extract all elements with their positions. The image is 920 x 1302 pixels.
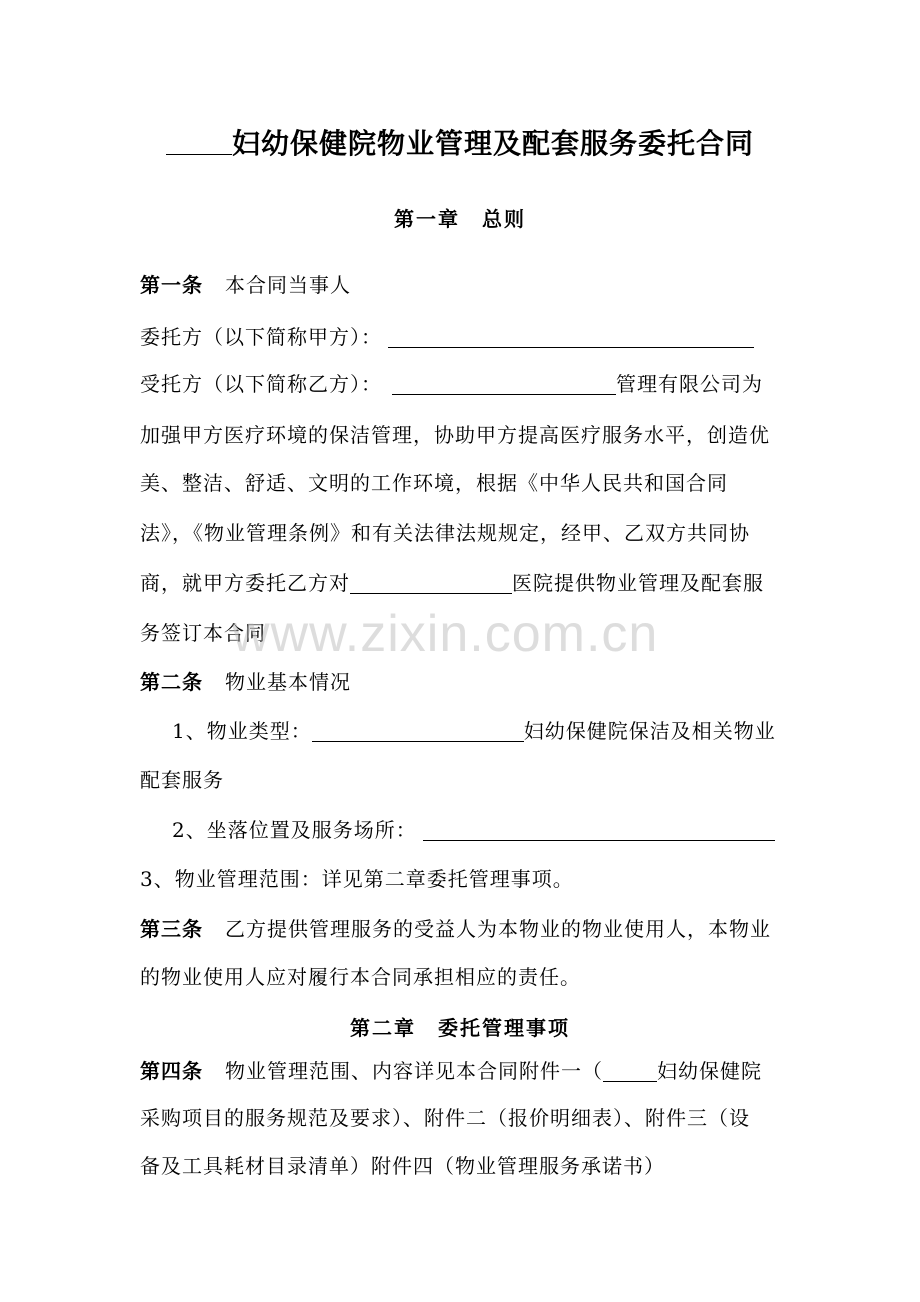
party-b-suffix: 管理有限公司为 [616, 372, 763, 396]
para-line [140, 568, 764, 598]
party-a-line [140, 322, 754, 352]
party-a-blank [388, 325, 754, 348]
property-type-blank [312, 719, 524, 742]
article-label: 第二条 [140, 670, 203, 694]
article-text: 物业管理范围、内容详见本合同附件一（ [225, 1059, 603, 1083]
item-2-label: 2、坐落位置及服务场所： [172, 818, 417, 842]
para-line: 美、整洁、舒适、文明的工作环境，根据《中华人民共和国合同 [140, 471, 728, 495]
item-1-continued: 配套服务 [140, 768, 224, 792]
party-b-line [140, 369, 763, 399]
para-line: 加强甲方医疗环境的保洁管理，协助甲方提高医疗服务水平，创造优 [140, 423, 770, 447]
article-label: 第四条 [140, 1059, 203, 1083]
item-1-label: 1、物业类型： [172, 719, 312, 743]
item-2-line [172, 815, 775, 845]
party-b-blank [392, 372, 616, 395]
annex-blank [603, 1059, 657, 1082]
article-text: 物业基本情况 [225, 670, 351, 694]
location-blank [423, 818, 775, 841]
article-text: 本合同当事人 [225, 273, 351, 297]
item-3-line: 3、物业管理范围：详见第二章委托管理事项。 [140, 867, 574, 891]
para-line: 的物业使用人应对履行本合同承担相应的责任。 [140, 965, 581, 989]
title-text: 妇幼保健院物业管理及配套服务委托合同 [231, 127, 754, 160]
para-text: 商，就甲方委托乙方对 [140, 571, 350, 595]
document-title [0, 122, 920, 162]
party-b-label: 受托方（以下简称乙方）： [140, 372, 382, 396]
article-label: 第一条 [140, 273, 203, 297]
para-line: 法》，《物业管理条例》和有关法律法规规定，经甲、乙双方共同协 [140, 521, 750, 545]
party-a-label: 委托方（以下简称甲方）： [140, 325, 382, 349]
chapter-heading-2: 第二章 委托管理事项 [350, 1016, 570, 1040]
hospital-blank [350, 571, 512, 594]
item-1-line [172, 716, 776, 746]
title-blank [166, 128, 232, 155]
article-text: 乙方提供管理服务的受益人为本物业的物业使用人，本物业 [225, 917, 771, 941]
article-1 [140, 270, 351, 300]
watermark: www.zixin.com.cn [232, 605, 659, 663]
para-line: 备及工具耗材目录清单）附件四（物业管理服务承诺书） [140, 1154, 665, 1178]
article-2 [140, 667, 351, 697]
article-label: 第三条 [140, 917, 203, 941]
article-3 [140, 914, 771, 944]
article-4 [140, 1056, 762, 1086]
item-1-text: 妇幼保健院保洁及相关物业 [523, 719, 776, 743]
para-line: 务签订本合同 [140, 621, 266, 645]
article-text: 妇幼保健院 [657, 1059, 762, 1083]
chapter-heading-1: 第一章 总则 [394, 207, 526, 231]
para-text: 医院提供物业管理及配套服 [512, 571, 764, 595]
para-line: 采购项目的服务规范及要求）、附件二（报价明细表）、附件三（设 [140, 1106, 750, 1130]
